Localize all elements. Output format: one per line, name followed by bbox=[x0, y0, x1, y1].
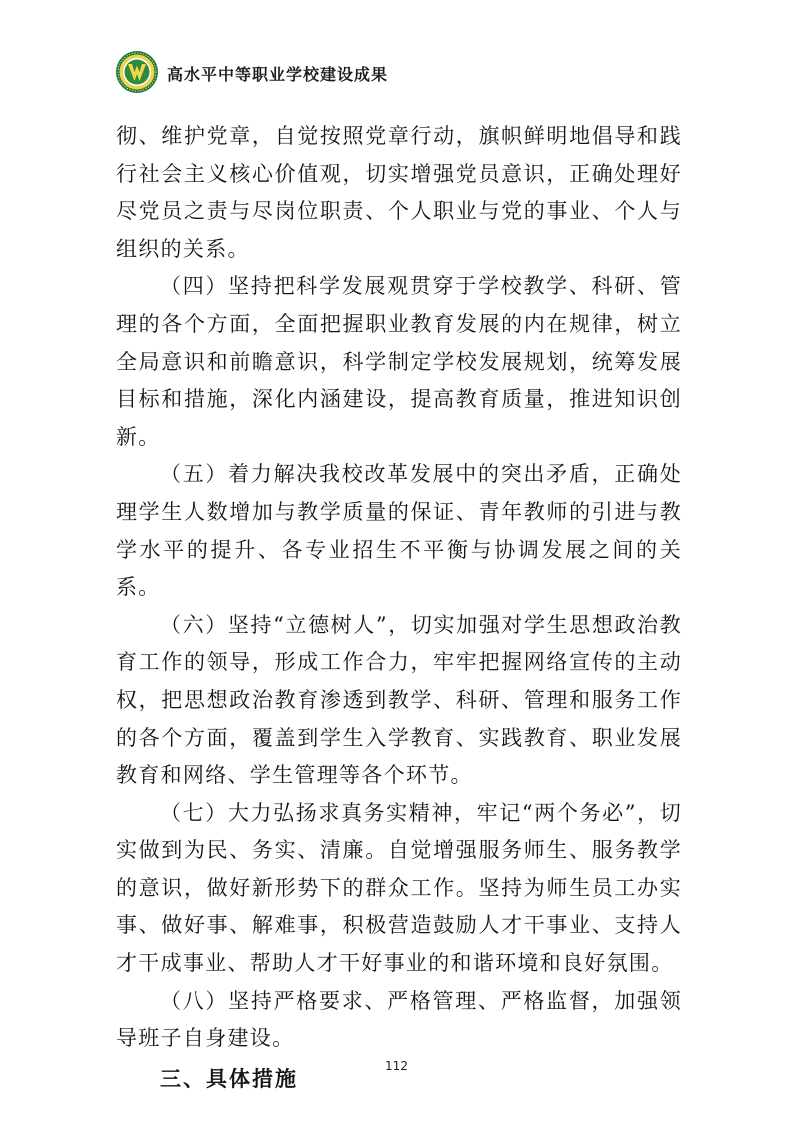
paragraph-item-6: （六）坚持“立德树人”，切实加强对学生思想政治教育工作的领导，形成工作合力，牢牢把握网络宣传的主动权，把思想政治教育渗透到教学、科研、管理和服务工作的各个方面，覆盖到学生入学教育、实践教育、职业发展教育和网络、学生管理等各个环节。 bbox=[116, 612, 682, 788]
paragraph-item-8: （八）坚持严格要求、严格管理、严格监督，加强领导班子自身建设。 bbox=[116, 988, 682, 1051]
paragraph-continuation: 彻、维护党章，自觉按照党章行动，旗帜鲜明地倡导和践行社会主义核心价值观，切实增强党员意识，正确处理好尽党员之责与尽岗位职责、个人职业与党的事业、个人与组织的关系。 bbox=[116, 124, 682, 261]
paragraph-item-5: （五）着力解决我校改革发展中的突出矛盾，正确处理学生人数增加与教学质量的保证、青年教师的引进与教学水平的提升、各专业招生不平衡与协调发展之间的关系。 bbox=[116, 462, 682, 600]
section-heading: 三、具体措施 bbox=[160, 1066, 298, 1091]
page-header bbox=[115, 50, 715, 94]
document-body bbox=[116, 118, 682, 1100]
paragraph-item-7: （七）大力弘扬求真务实精神，牢记“两个务必”，切实做到为民、务实、清廉。自觉增强服务师生、服务教学的意识，做好新形势下的群众工作。坚持为师生员工办实事、做好事、解难事，积极营造鼓励人才干事业、支持人才干成事业、帮助人才干好事业的和谐环境和良好氛围。 bbox=[116, 800, 682, 976]
header-title: 高水平中等职业学校建设成果 bbox=[167, 65, 389, 84]
page-number: 112 bbox=[385, 1059, 408, 1073]
paragraph-item-4: （四）坚持把科学发展观贯穿于学校教学、科研、管理的各个方面，全面把握职业教育发展的内在规律，树立全局意识和前瞻意识，科学制定学校发展规划，统筹发展目标和措施，深化内涵建设，提高教育质量，推进知识创新。 bbox=[116, 274, 682, 449]
school-emblem-icon bbox=[115, 50, 159, 94]
